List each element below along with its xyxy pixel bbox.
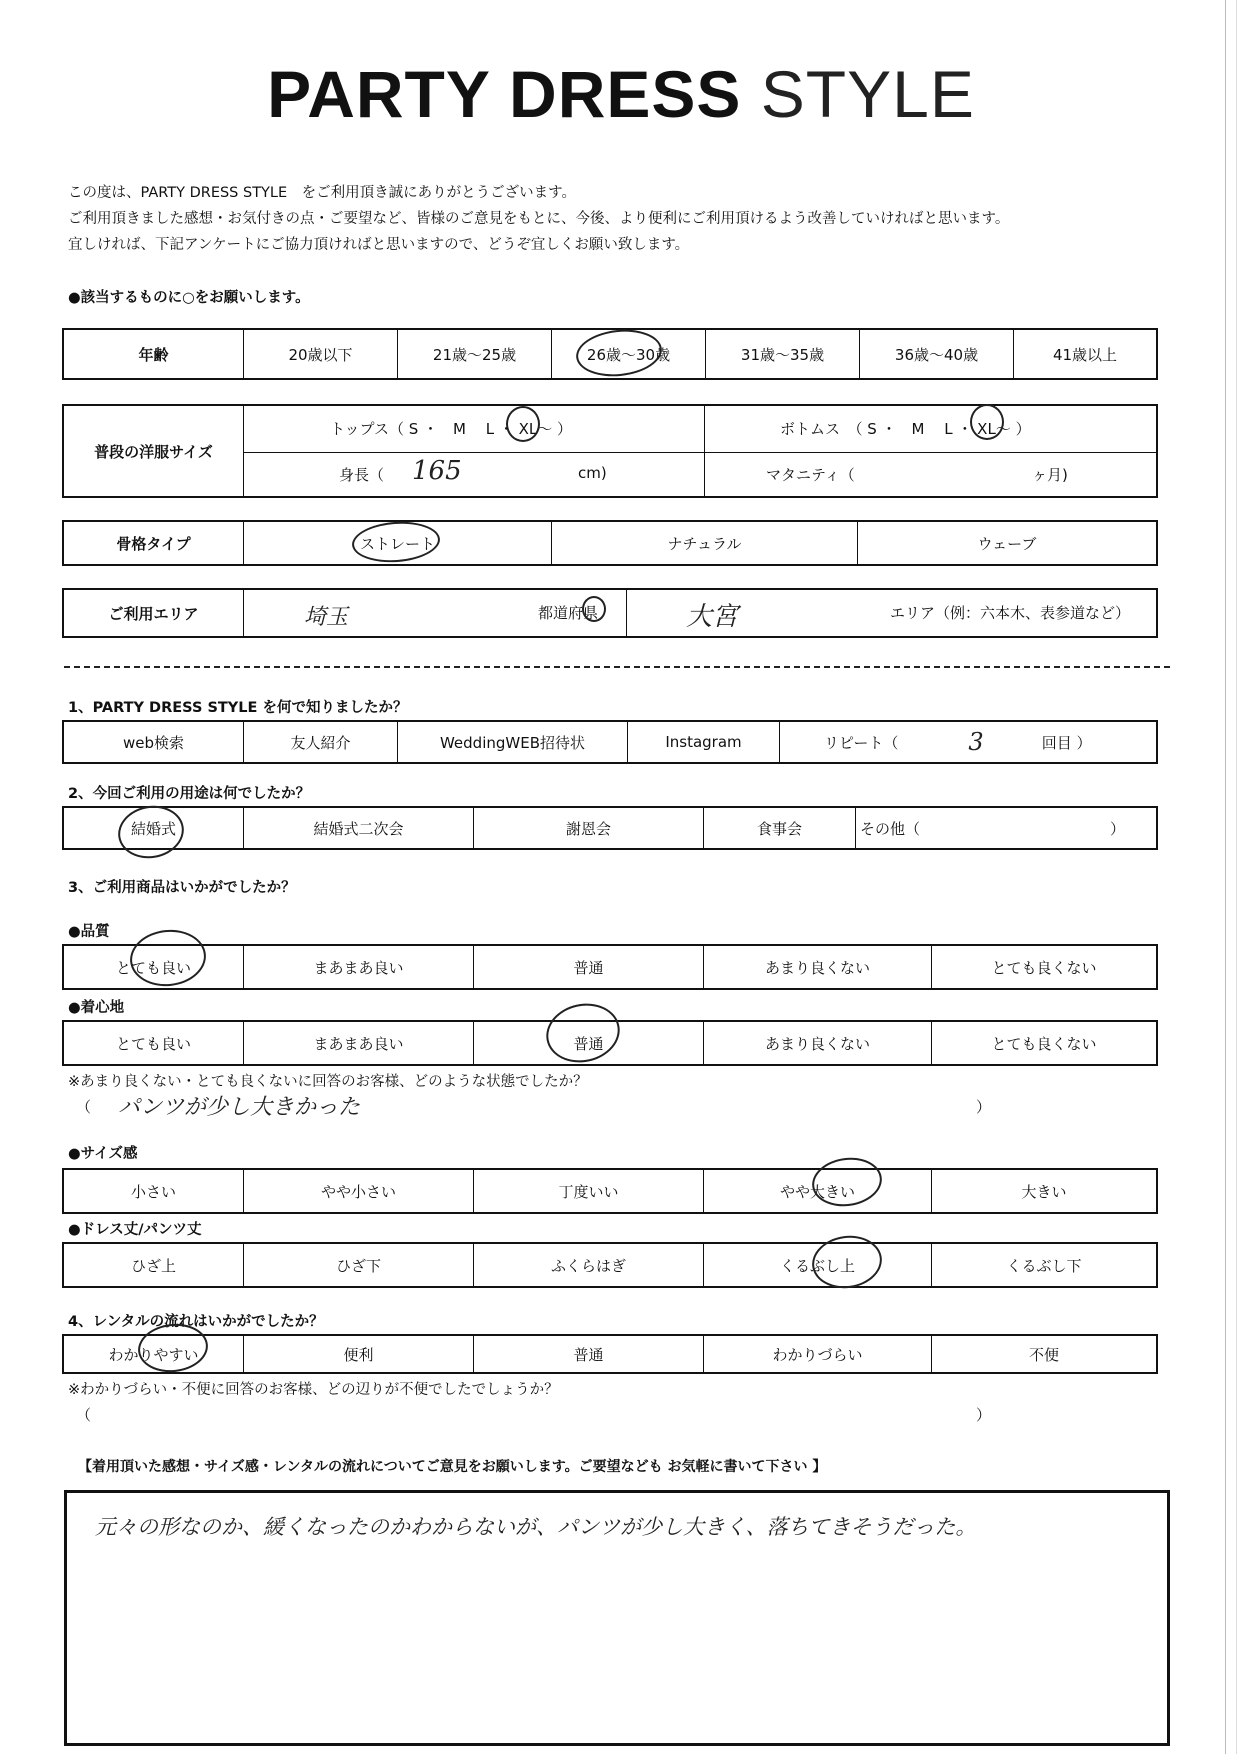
- size-option[interactable]: 大きい: [1021, 1182, 1067, 1201]
- quality-options: [62, 944, 1158, 990]
- age-option[interactable]: 36歳〜40歳: [860, 330, 1014, 378]
- q3-question: 3、ご利用商品はいかがでしたか？: [68, 880, 296, 896]
- intro-line-2: ご利用頂きました感想・お気付きの点・ご要望など、皆様のご意見をもとに、今後、より便利にご利用頂けるよう改善していければと思います。: [68, 211, 1010, 227]
- length-options: [62, 1242, 1158, 1288]
- maternity-suffix: ヶ月): [1032, 466, 1068, 484]
- body-type-option[interactable]: ナチュラル: [552, 522, 858, 564]
- q4-open: （: [76, 1406, 92, 1424]
- q2-option[interactable]: 謝恩会: [474, 808, 704, 848]
- repeat-value[interactable]: 3: [968, 728, 984, 756]
- maternity-prefix: マタニティ（: [766, 466, 855, 484]
- intro-line-3: 宜しければ、下記アンケートにご協力頂ければと思いますので、どうぞ宜しくお願い致します。: [68, 237, 690, 253]
- q2-option-selected[interactable]: 結婚式: [64, 808, 244, 848]
- body-type-option[interactable]: ウェーブ: [977, 534, 1037, 553]
- body-type-row: [62, 520, 1158, 566]
- body-type-option-selected[interactable]: ストレート: [244, 522, 552, 564]
- body-type-label: 骨格タイプ: [64, 522, 244, 564]
- age-option[interactable]: 41歳以上: [1052, 345, 1118, 364]
- comfort-option[interactable]: とても良い: [64, 1022, 244, 1064]
- size-option[interactable]: やや小さい: [244, 1170, 474, 1212]
- instruction: ●該当するものに○をお願いします。: [68, 290, 310, 306]
- age-option-selected[interactable]: 26歳〜30歳: [552, 330, 706, 378]
- quality-option[interactable]: とても良くない: [991, 958, 1097, 977]
- size-option-selected[interactable]: やや大きい: [704, 1170, 932, 1212]
- scan-edge-line: [1225, 0, 1226, 1754]
- q4-option[interactable]: 普通: [474, 1336, 704, 1372]
- q4-option[interactable]: 不便: [1028, 1345, 1059, 1364]
- age-label: 年齢: [64, 330, 244, 378]
- comfort-note: ※あまり良くない・とても良くないに回答のお客様、どのような状態でしたか？: [68, 1074, 588, 1090]
- scan-edge-line: [1236, 0, 1237, 1754]
- q4-note: ※わかりづらい・不便に回答のお客様、どの辺りが不便でしたでしょうか？: [68, 1382, 559, 1398]
- clothing-size-table: [62, 404, 1158, 498]
- q1-option[interactable]: WeddingWEB招待状: [398, 722, 628, 762]
- comfort-option[interactable]: まあまあ良い: [244, 1022, 474, 1064]
- area-label: ご利用エリア: [64, 590, 244, 636]
- age-option[interactable]: 20歳以下: [244, 330, 398, 378]
- age-option[interactable]: 21歳〜25歳: [398, 330, 552, 378]
- title-bold: PARTY DRESS: [267, 57, 742, 131]
- prefecture-suffix: 都道府県: [538, 604, 599, 622]
- comfort-option[interactable]: とても良くない: [991, 1034, 1097, 1053]
- title-light: STYLE: [760, 57, 975, 131]
- other-close: ）: [1110, 819, 1126, 838]
- length-option[interactable]: くるぶし下: [1006, 1256, 1082, 1275]
- other-label: その他（: [860, 819, 921, 838]
- section-separator: [64, 666, 1170, 668]
- size-label: ●サイズ感: [68, 1146, 138, 1162]
- comments-answer[interactable]: 元々の形なのか、緩くなったのかわからないが、パンツが少し大きく、落ちてきそうだった。: [95, 1515, 977, 1539]
- q1-repeat[interactable]: [780, 722, 1156, 762]
- size-option[interactable]: 小さい: [64, 1170, 244, 1212]
- q1-option[interactable]: web検索: [64, 722, 244, 762]
- q2-option[interactable]: 結婚式二次会: [244, 808, 474, 848]
- size-option[interactable]: 丁度いい: [474, 1170, 704, 1212]
- quality-option[interactable]: まあまあ良い: [244, 946, 474, 988]
- q4-option[interactable]: 便利: [244, 1336, 474, 1372]
- q4-option[interactable]: わかりづらい: [704, 1336, 932, 1372]
- q2-other[interactable]: [856, 808, 1156, 848]
- quality-label: ●品質: [68, 924, 110, 940]
- length-label: ●ドレス丈/パンツ丈: [68, 1222, 202, 1238]
- comfort-open: （: [76, 1098, 92, 1116]
- q4-options: [62, 1334, 1158, 1374]
- comments-box[interactable]: [64, 1490, 1170, 1746]
- intro-text: [68, 180, 1009, 258]
- size-options: [62, 1168, 1158, 1214]
- divider: [244, 452, 1156, 453]
- comfort-option-selected[interactable]: 普通: [474, 1022, 704, 1064]
- length-option-selected[interactable]: くるぶし上: [704, 1244, 932, 1286]
- q4-close: ）: [976, 1406, 992, 1424]
- height-value[interactable]: 165: [412, 456, 462, 486]
- quality-option[interactable]: 普通: [474, 946, 704, 988]
- length-option[interactable]: ひざ下: [244, 1244, 474, 1286]
- quality-option-selected[interactable]: とても良い: [64, 946, 244, 988]
- divider: [704, 406, 705, 496]
- height-suffix: cm): [578, 464, 607, 482]
- tops-size: トップス（ S ・ M L ・ XL〜 ）: [330, 420, 573, 438]
- prefecture-value[interactable]: 埼玉: [304, 605, 349, 630]
- area-row: [62, 588, 1158, 638]
- area-value[interactable]: 大宮: [686, 602, 739, 632]
- length-option[interactable]: ふくらはぎ: [474, 1244, 704, 1286]
- q1-question: 1、PARTY DRESS STYLE を何で知りましたか？: [68, 700, 408, 716]
- q1-options: [62, 720, 1158, 764]
- comfort-answer[interactable]: パンツが少し大きかった: [118, 1095, 361, 1120]
- q2-question: 2、今回ご利用の用途は何でしたか？: [68, 786, 311, 802]
- repeat-prefix: リピート（: [824, 733, 899, 752]
- age-row: [62, 328, 1158, 380]
- bottoms-size: ボトムス （ S ・ M L ・ XL〜 ）: [780, 420, 1031, 438]
- height-prefix: 身長（: [339, 466, 385, 484]
- age-option[interactable]: 31歳〜35歳: [706, 330, 860, 378]
- q4-question: 4、レンタルの流れはいかがでしたか？: [68, 1314, 324, 1330]
- page-title: [0, 56, 1242, 132]
- comfort-label: ●着心地: [68, 1000, 125, 1016]
- q2-option[interactable]: 食事会: [704, 808, 856, 848]
- divider: [626, 590, 627, 636]
- repeat-suffix: 回目 ）: [1041, 733, 1092, 752]
- q1-option[interactable]: Instagram: [628, 722, 780, 762]
- quality-option[interactable]: あまり良くない: [704, 946, 932, 988]
- q4-option-selected[interactable]: わかりやすい: [64, 1336, 244, 1372]
- comfort-close: ）: [976, 1098, 992, 1116]
- clothing-size-label: 普段の洋服サイズ: [64, 406, 244, 496]
- q2-options: [62, 806, 1158, 850]
- intro-line-1: この度は、PARTY DRESS STYLE をご利用頂き誠にありがとうございます。: [68, 185, 576, 201]
- q1-option[interactable]: 友人紹介: [244, 722, 398, 762]
- comments-heading: 【着用頂いた感想・サイズ感・レンタルの流れについてご意見をお願いします。ご要望なども お気軽に書いて下さい 】: [78, 1459, 827, 1475]
- comfort-options: [62, 1020, 1158, 1066]
- length-option[interactable]: ひざ上: [64, 1244, 244, 1286]
- comfort-option[interactable]: あまり良くない: [704, 1022, 932, 1064]
- area-hint: エリア（例：六本木、表参道など）: [890, 604, 1131, 622]
